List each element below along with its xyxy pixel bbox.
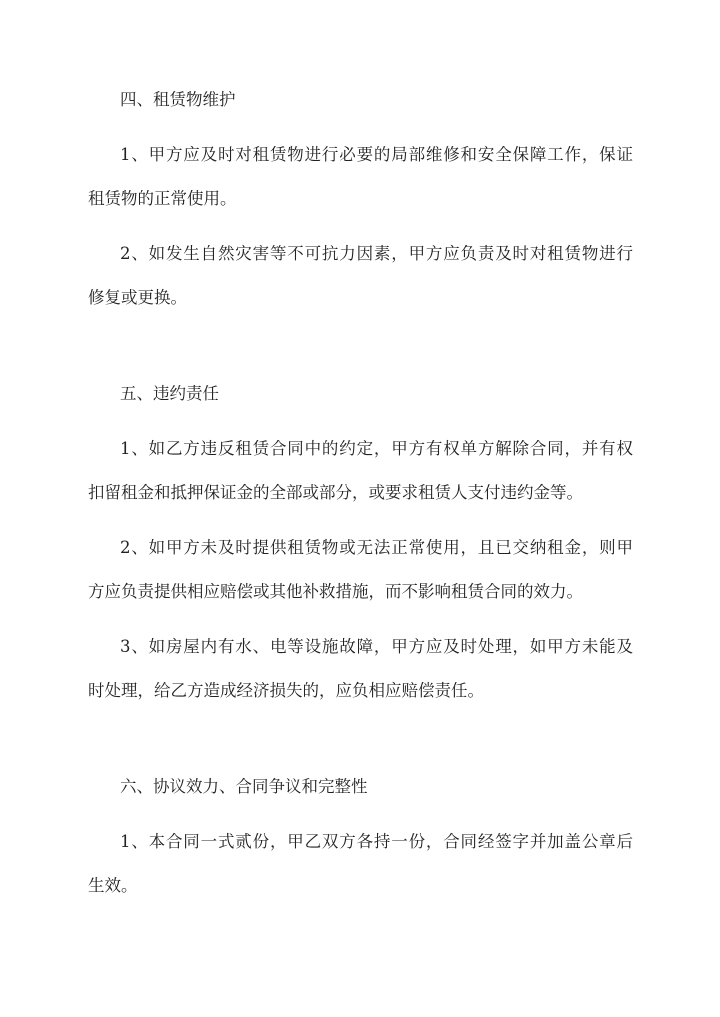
paragraph-5-2-line-1: 2、如甲方未及时提供租赁物或无法正常使用，且已交纳租金，则甲 (120, 538, 633, 557)
paragraph-6-1-line-2: 生效。 (88, 876, 138, 895)
paragraph-5-3-line-2: 时处理，给乙方造成经济损失的，应负相应赔偿责任。 (88, 681, 484, 700)
section-heading-4: 四、租赁物维护 (120, 90, 236, 109)
paragraph-5-2-line-2: 方应负责提供相应赔偿或其他补救措施，而不影响租赁合同的效力。 (88, 582, 583, 601)
paragraph-4-1-line-1: 1、甲方应及时对租赁物进行必要的局部维修和安全保障工作，保证 (120, 145, 633, 164)
paragraph-5-1-line-2: 扣留租金和抵押保证金的全部或部分，或要求租赁人支付违约金等。 (88, 483, 583, 502)
section-heading-5: 五、违约责任 (120, 384, 219, 403)
paragraph-4-2-line-1: 2、如发生自然灾害等不可抗力因素，甲方应负责及时对租赁物进行 (120, 244, 633, 263)
paragraph-6-1-line-1: 1、本合同一式贰份，甲乙双方各持一份，合同经签字并加盖公章后 (120, 832, 633, 851)
paragraph-5-1-line-1: 1、如乙方违反租赁合同中的约定，甲方有权单方解除合同，并有权 (120, 439, 633, 458)
paragraph-4-2-line-2: 修复或更换。 (88, 288, 187, 307)
section-heading-6: 六、协议效力、合同争议和完整性 (120, 777, 368, 796)
paragraph-5-3-line-1: 3、如房屋内有水、电等设施故障，甲方应及时处理，如甲方未能及 (120, 637, 633, 656)
paragraph-4-1-line-2: 租赁物的正常使用。 (88, 189, 237, 208)
